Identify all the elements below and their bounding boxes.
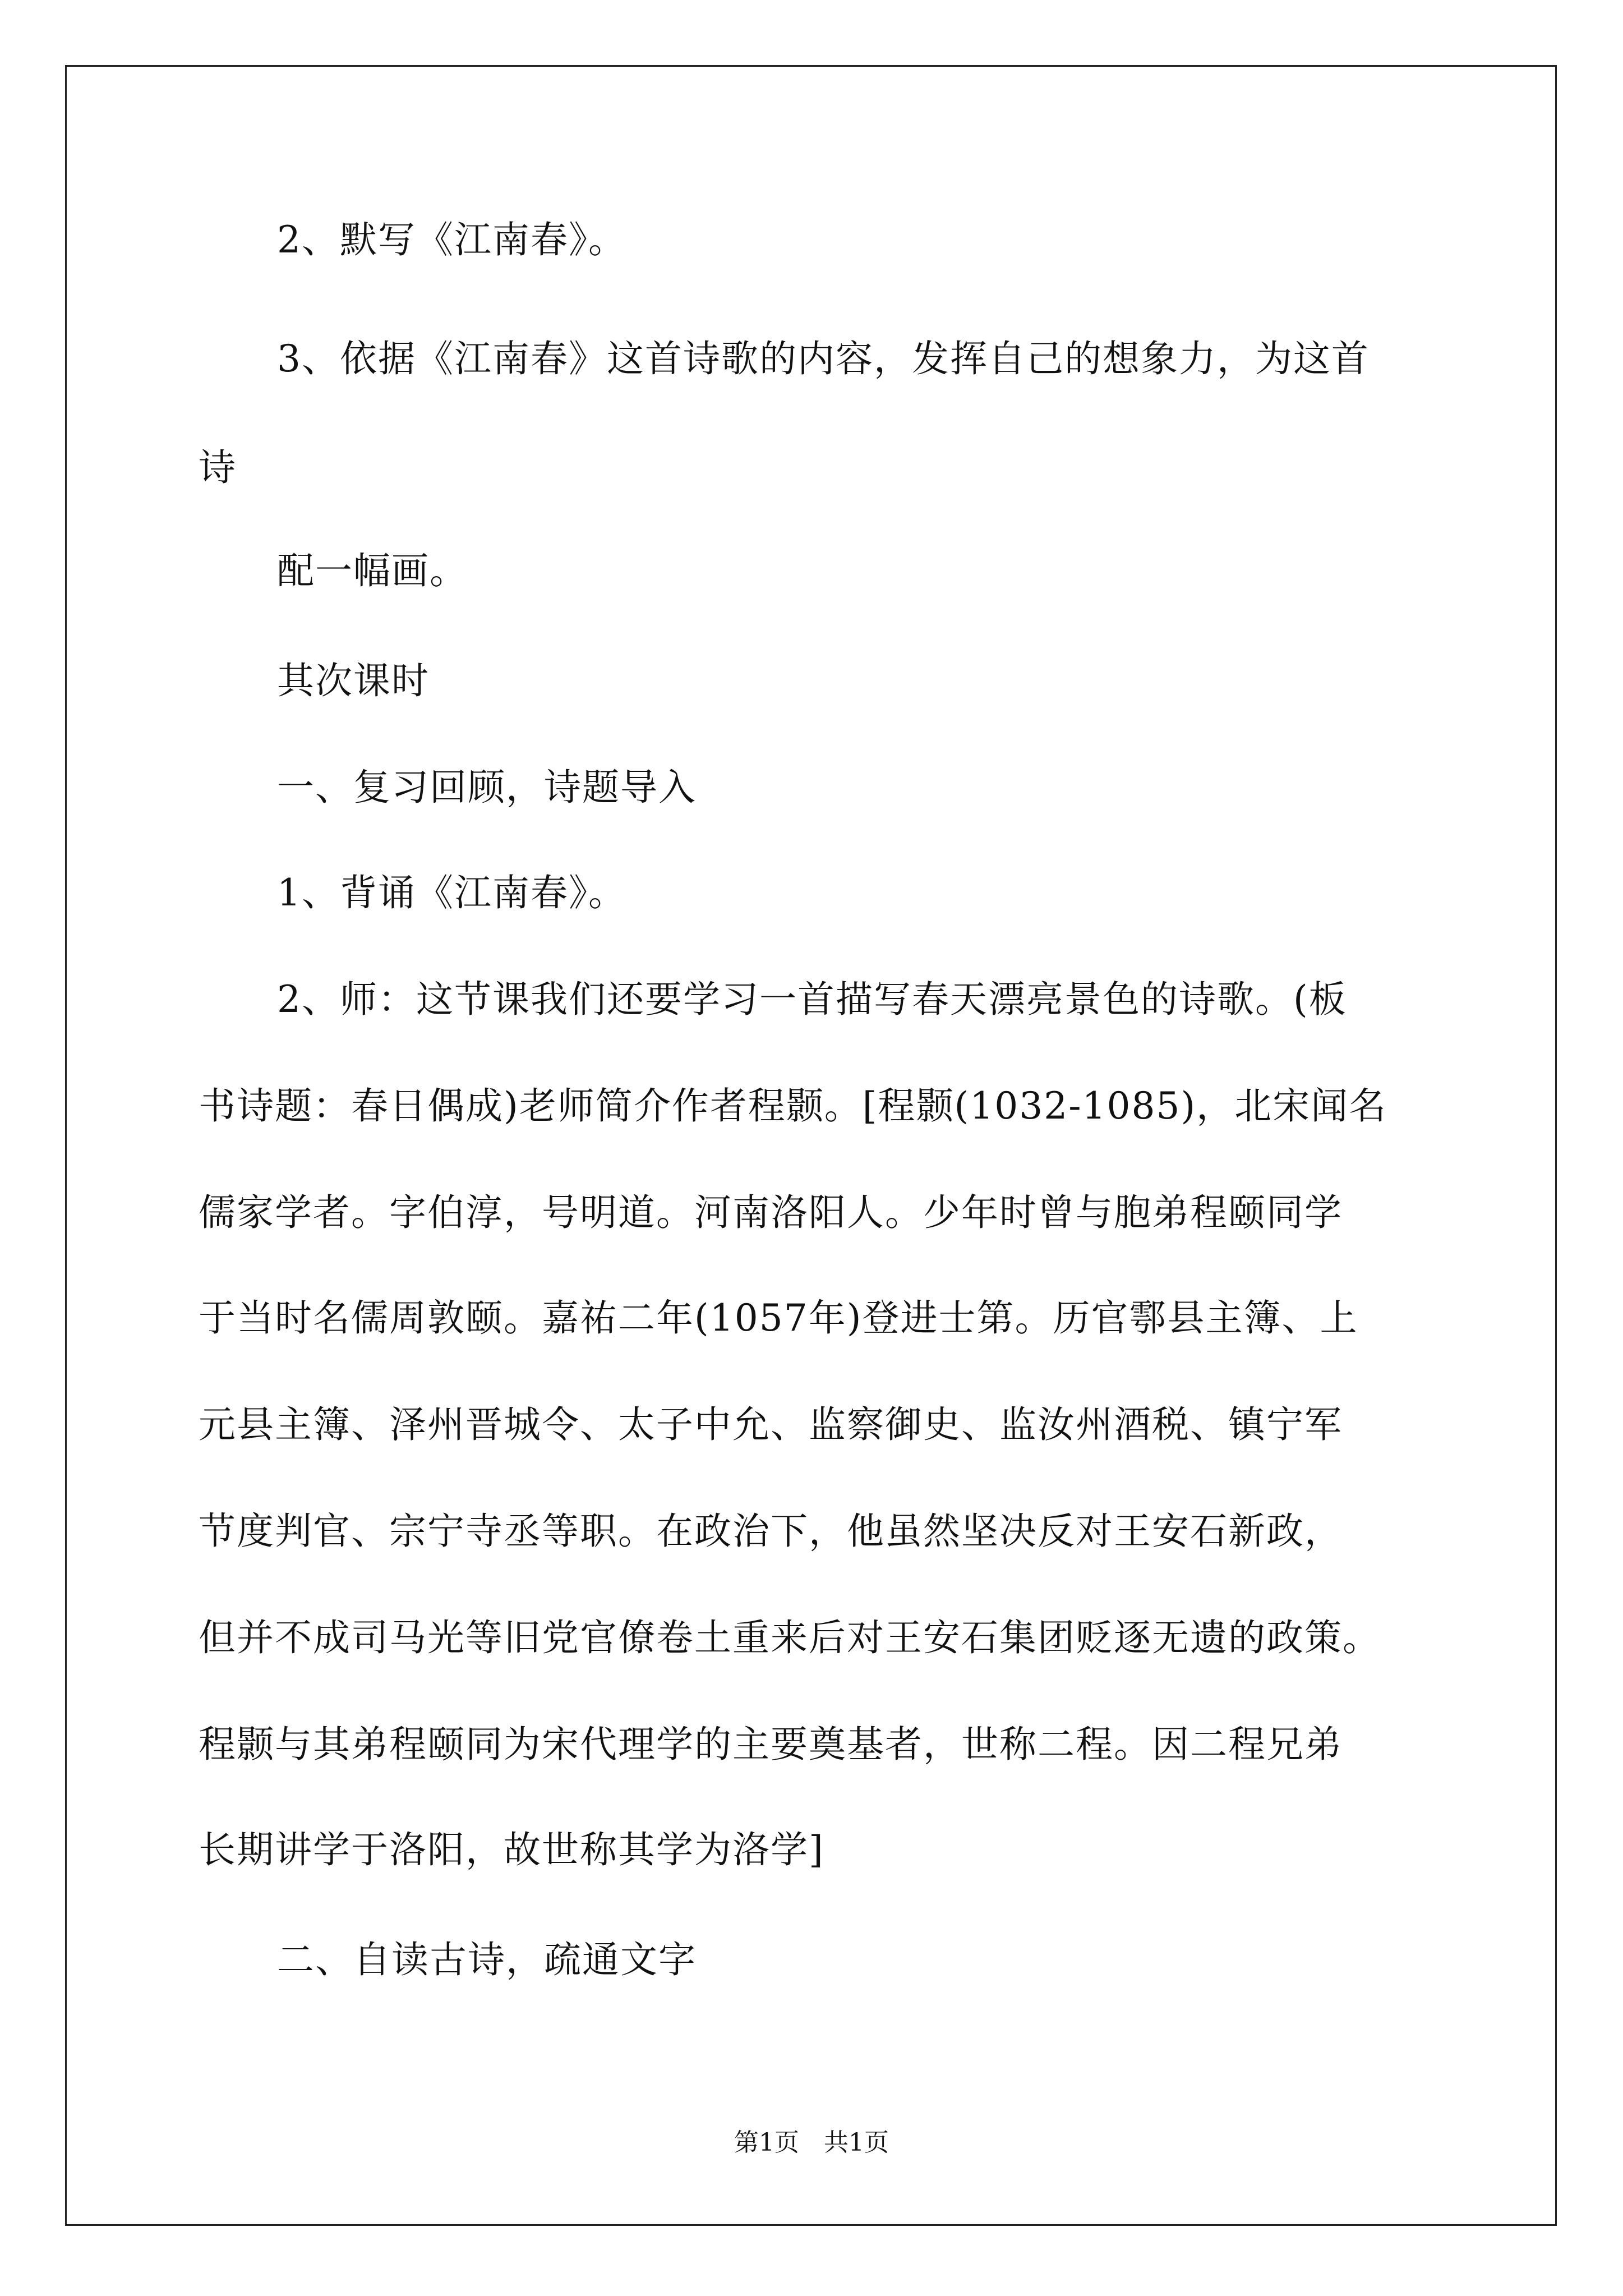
text-line: 元县主簿、泽州晋城令、太子中允、监察御史、监汝州酒税、镇宁军 — [199, 1403, 1343, 1446]
text-line: 3、依据《江南春》这首诗歌的内容，发挥自己的想象力，为这首 — [277, 337, 1370, 380]
page-footer: 第1页 共1页 — [734, 2128, 889, 2157]
text-line: 程颢与其弟程颐同为宋代理学的主要奠基者，世称二程。因二程兄弟 — [199, 1723, 1343, 1766]
text-line: 书诗题：春日偶成)老师简介作者程颢。[程颢(1032-1085)，北宋闻名 — [199, 1084, 1387, 1128]
section-heading: 二、自读古诗，疏通文字 — [277, 1938, 697, 1981]
text-line: 节度判官、宗宁寺丞等职。在政治下，他虽然坚决反对王安石新政， — [199, 1510, 1343, 1553]
section-heading: 一、复习回顾，诗题导入 — [277, 766, 697, 809]
page-border — [65, 65, 1557, 2226]
text-line: 2、默写《江南春》。 — [277, 218, 626, 261]
text-line: 但并不成司马光等旧党官僚卷土重来后对王安石集团贬逐无遗的政策。 — [199, 1616, 1381, 1659]
text-line: 长期讲学于洛阳，故世称其学为洛学] — [199, 1828, 824, 1871]
text-line: 配一幅画。 — [277, 549, 468, 592]
text-line: 1、背诵《江南春》。 — [277, 871, 626, 914]
text-line: 于当时名儒周敦颐。嘉祐二年(1057年)登进士第。历官鄠县主簿、上 — [199, 1296, 1358, 1340]
text-line: 儒家学者。字伯淳，号明道。河南洛阳人。少年时曾与胞弟程颐同学 — [199, 1191, 1343, 1234]
text-line: 诗 — [199, 446, 237, 489]
section-heading: 其次课时 — [277, 659, 430, 702]
text-line: 2、师：这节课我们还要学习一首描写春天漂亮景色的诗歌。(板 — [277, 978, 1347, 1021]
